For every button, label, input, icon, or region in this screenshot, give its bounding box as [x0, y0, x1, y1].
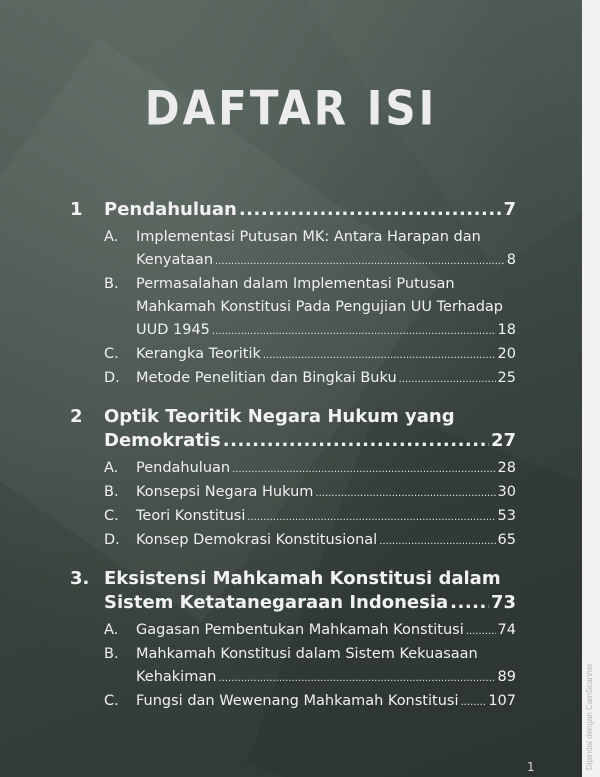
section-title-line: Mahkamah Konstitusi Pada Pengujian UU Terhadap [136, 299, 503, 315]
section-entry [104, 505, 516, 529]
section-letter: B. [104, 484, 119, 500]
chapter-title-text: Sistem Ketatanegaraan Indonesia [104, 592, 449, 613]
table-of-contents [70, 198, 516, 714]
section-letter: C. [104, 508, 119, 524]
section-title-line: Permasalahan dalam Implementasi Putusan [136, 276, 455, 292]
section-page-number: 107 [488, 693, 516, 709]
section-title-line [136, 343, 516, 367]
section-title-line [136, 367, 516, 391]
section-letter: A. [104, 460, 119, 476]
chapter-title-text: Demokratis [104, 430, 221, 451]
section-title [136, 226, 516, 273]
section-title [136, 273, 516, 343]
chapter-heading [70, 567, 516, 615]
chapter-number: 2 [70, 406, 83, 427]
chapter-title-line: Optik Teoritik Negara Hukum yang [104, 406, 455, 427]
chapter-title [104, 198, 516, 222]
section-title-text: Gagasan Pembentukan Mahkamah Konstitusi [136, 622, 464, 638]
chapter-page-number: 27 [490, 430, 516, 451]
chapter-number: 3. [70, 568, 90, 589]
dot-leader [466, 620, 496, 643]
section-letter: B. [104, 276, 119, 292]
section-title-line [136, 319, 516, 343]
section-title [136, 690, 516, 714]
section-title-text: Fungsi dan Wewenang Mahkamah Konstitusi [136, 693, 459, 709]
section-title-line [136, 481, 516, 505]
section-title-text: Teori Konstitusi [136, 508, 246, 524]
section-title-text: Konsep Demokrasi Konstitusional [136, 532, 378, 548]
page-title: DAFTAR ISI [144, 81, 438, 136]
section-title-line: Implementasi Putusan MK: Antara Harapan dan [136, 229, 481, 245]
section-list [104, 619, 516, 714]
section-title-text: Konsepsi Negara Hukum [136, 484, 314, 500]
dot-leader [379, 530, 495, 553]
section-letter: D. [104, 370, 120, 386]
section-title-line [136, 529, 516, 553]
chapter-entry [70, 567, 516, 714]
section-letter: C. [104, 346, 119, 362]
section-page-number: 65 [497, 532, 516, 548]
dot-leader [212, 320, 496, 343]
chapter-title [104, 405, 516, 453]
section-title-line [136, 505, 516, 529]
section-title-line [136, 666, 516, 690]
section-title [136, 643, 516, 690]
section-title-text: Kehakiman [136, 669, 217, 685]
section-page-number: 53 [497, 508, 516, 524]
dot-leader [232, 458, 495, 481]
section-entry [104, 226, 516, 273]
page-number: 1 [527, 760, 535, 774]
section-entry [104, 619, 516, 643]
dot-leader [239, 198, 502, 222]
chapter-title-line [104, 198, 516, 222]
dot-leader [247, 506, 495, 529]
section-title-line [136, 457, 516, 481]
chapter-page-number: 7 [503, 199, 516, 220]
section-page-number: 74 [497, 622, 516, 638]
section-letter: B. [104, 646, 119, 662]
chapter-title [104, 567, 516, 615]
section-page-number: 20 [497, 346, 516, 362]
section-entry [104, 367, 516, 391]
section-entry [104, 457, 516, 481]
section-title [136, 505, 516, 529]
dot-leader [263, 344, 496, 367]
chapter-title-line [104, 591, 516, 615]
section-title [136, 529, 516, 553]
section-letter: D. [104, 532, 120, 548]
section-title-line [136, 249, 516, 273]
section-title-line [136, 619, 516, 643]
section-title [136, 343, 516, 367]
dot-leader [215, 250, 505, 273]
section-title-text: Metode Penelitian dan Bingkai Buku [136, 370, 397, 386]
section-title [136, 457, 516, 481]
chapter-heading [70, 405, 516, 453]
chapter-title-line: Eksistensi Mahkamah Konstitusi dalam [104, 568, 501, 589]
section-entry [104, 273, 516, 343]
section-page-number: 28 [497, 460, 516, 476]
chapter-title-line [104, 429, 516, 453]
dot-leader [218, 667, 495, 690]
dot-leader [460, 691, 486, 714]
chapter-number: 1 [70, 199, 83, 220]
section-entry [104, 529, 516, 553]
section-list [104, 457, 516, 553]
section-page-number: 8 [506, 252, 516, 268]
section-letter: C. [104, 693, 119, 709]
section-page-number: 25 [497, 370, 516, 386]
dot-leader [223, 429, 489, 453]
dot-leader [315, 482, 495, 505]
section-title-text: Kenyataan [136, 252, 214, 268]
section-list [104, 226, 516, 391]
section-letter: A. [104, 622, 119, 638]
section-title-text: Kerangka Teoritik [136, 346, 261, 362]
dot-leader [450, 591, 489, 615]
section-page-number: 89 [497, 669, 516, 685]
section-title [136, 367, 516, 391]
chapter-page-number: 73 [490, 592, 516, 613]
dot-leader [399, 368, 496, 391]
section-page-number: 30 [497, 484, 516, 500]
section-entry [104, 690, 516, 714]
section-title-line [136, 690, 516, 714]
section-entry [104, 481, 516, 505]
section-title-text: UUD 1945 [136, 322, 210, 338]
section-letter: A. [104, 229, 119, 245]
scanner-watermark: Dipindai dengan CamScanner [585, 663, 594, 770]
section-title-line: Mahkamah Konstitusi dalam Sistem Kekuasaan [136, 646, 478, 662]
chapter-entry [70, 198, 516, 391]
section-title [136, 619, 516, 643]
section-entry [104, 643, 516, 690]
chapter-heading [70, 198, 516, 222]
section-page-number: 18 [497, 322, 516, 338]
chapter-title-text: Pendahuluan [104, 199, 237, 220]
section-title-text: Pendahuluan [136, 460, 231, 476]
chapter-entry [70, 405, 516, 553]
section-entry [104, 343, 516, 367]
section-title [136, 481, 516, 505]
